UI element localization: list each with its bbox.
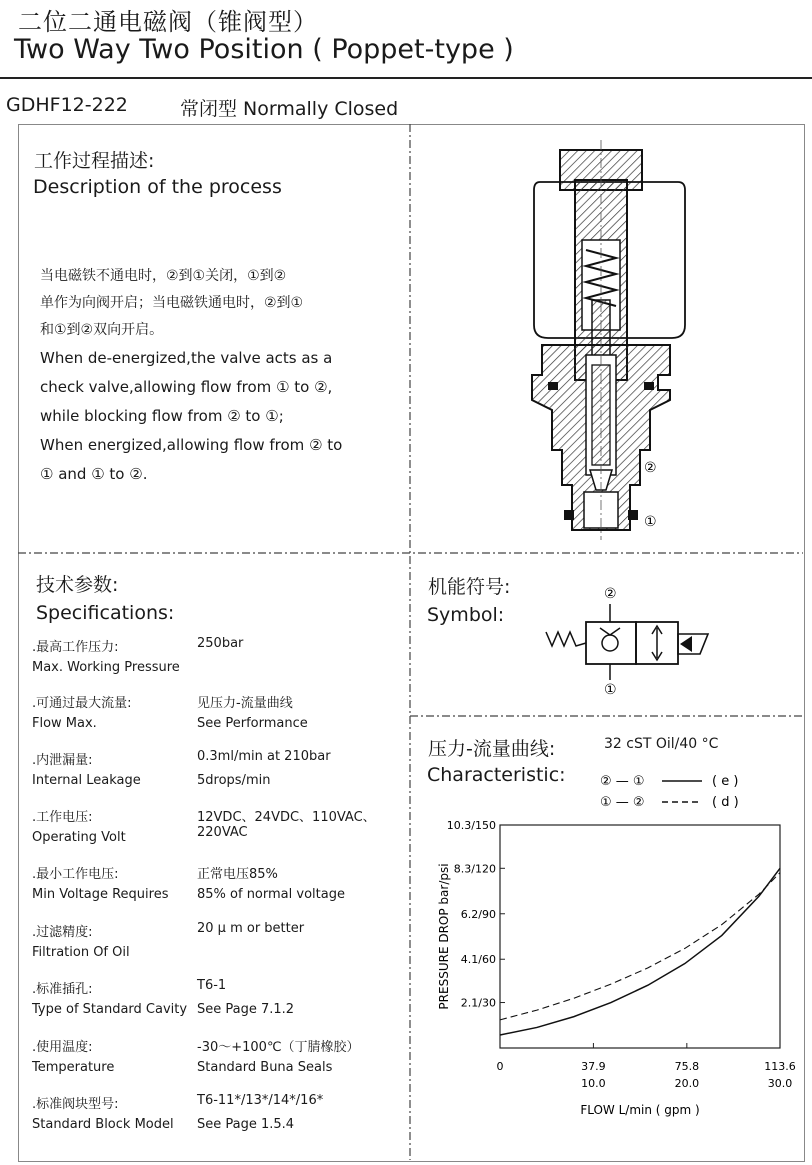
x-tick-label-lpm: 75.8 — [674, 1060, 700, 1073]
symbol-heading-cn: 机能符号: — [428, 576, 511, 598]
spec-value-secondary: See Page 7.1.2 — [197, 1002, 295, 1017]
characteristic-heading-cn: 压力-流量曲线: — [428, 738, 556, 760]
characteristic-heading-en: Characteristic: — [427, 764, 566, 786]
spec-label-cn: .可通过最大流量: — [32, 696, 132, 711]
port-1-label: ① — [644, 514, 657, 530]
legend-e-text: ② — ① — [600, 774, 645, 789]
description-line-en: while blocking flow from ② to ①; — [40, 407, 284, 425]
valve-cross-section — [520, 140, 700, 550]
spec-label-en: Internal Leakage — [32, 773, 141, 788]
x-axis-label: FLOW L/min ( gpm ) — [580, 1103, 700, 1117]
spec-label-en: Filtration Of Oil — [32, 945, 130, 960]
description-line-en: When energized,allowing flow from ② to — [40, 436, 343, 454]
spec-label-en: Flow Max. — [32, 716, 97, 731]
spec-value-secondary: 5drops/min — [197, 773, 271, 788]
hydraulic-symbol — [540, 580, 730, 700]
spec-label-cn: .过滤精度: — [32, 925, 93, 940]
specifications-heading-cn: 技术参数: — [36, 574, 119, 596]
description-heading-cn: 工作过程描述: — [34, 150, 155, 172]
symbol-heading-en: Symbol: — [427, 604, 505, 626]
spec-label-cn: .最高工作压力: — [32, 640, 119, 655]
description-line-cn: 和①到②双向开启。 — [40, 322, 164, 338]
y-tick-label: 4.1/60 — [460, 953, 496, 967]
plot-area — [500, 825, 780, 1048]
description-heading-en: Description of the process — [33, 176, 282, 198]
x-tick-label-lpm: 37.9 — [581, 1060, 606, 1073]
spec-label-cn: .标准阀块型号: — [32, 1097, 119, 1112]
spec-value: 见压力-流量曲线 — [197, 696, 293, 711]
spec-value: T6-11*/13*/14*/16* — [197, 1093, 324, 1108]
spec-value-secondary: See Page 1.5.4 — [197, 1117, 295, 1132]
spec-label-cn: .使用温度: — [32, 1040, 93, 1055]
pressure-flow-chart — [430, 815, 800, 1120]
spec-label-en: Operating Volt — [32, 830, 126, 845]
legend-d-text: ① — ② — [600, 795, 645, 810]
y-tick-label: 8.3/120 — [453, 862, 496, 876]
symbol-port-2: ② — [604, 586, 617, 602]
spec-label-cn: .工作电压: — [32, 810, 93, 825]
spec-label-en: Type of Standard Cavity — [32, 1002, 188, 1017]
y-tick-label: 6.2/90 — [460, 907, 496, 921]
description-line-en: ① and ① to ②. — [40, 465, 148, 483]
y-tick-label: 2.1/30 — [460, 996, 496, 1010]
spec-value-secondary: 85% of normal voltage — [197, 887, 345, 902]
spec-label-cn: .内泄漏量: — [32, 753, 93, 768]
chart-legend — [598, 770, 768, 814]
y-axis-label: PRESSURE DROP bar/psi — [437, 863, 451, 1010]
spec-value: 12VDC、24VDC、110VAC、220VAC — [197, 810, 376, 840]
x-tick-label-gpm: 20.0 — [674, 1077, 700, 1090]
spec-value-secondary: See Performance — [197, 716, 308, 731]
title-en: Two Way Two Position ( Poppet-type ) — [14, 34, 514, 65]
description-line-cn: 当电磁铁不通电时，②到①关闭，①到② — [40, 268, 287, 284]
title-cn: 二位二通电磁阀（锥阀型） — [18, 8, 318, 36]
x-tick-label-gpm: 10.0 — [581, 1077, 606, 1090]
legend-e-code: ( e ) — [712, 774, 739, 789]
description-line-en: check valve,allowing flow from ① to ②, — [40, 378, 333, 396]
x-tick-label-lpm: 113.6 — [764, 1060, 796, 1073]
spec-value: 0.3ml/min at 210bar — [197, 749, 331, 764]
legend-d-code: ( d ) — [712, 795, 739, 810]
valve-subtype: 常闭型 Normally Closed — [180, 98, 399, 120]
spec-label-en: Min Voltage Requires — [32, 887, 169, 902]
spec-label-en: Standard Block Model — [32, 1117, 174, 1132]
spec-label-cn: .最小工作电压: — [32, 867, 119, 882]
spec-label-en: Temperature — [32, 1060, 115, 1075]
spec-label-en: Max. Working Pressure — [32, 660, 180, 675]
spec-value: -30～+100℃（丁腈橡胶） — [197, 1040, 360, 1055]
series-line-e — [500, 868, 780, 1035]
spec-value: T6-1 — [197, 978, 227, 993]
model-number: GDHF12-222 — [6, 94, 128, 116]
port-2-label: ② — [644, 460, 657, 476]
symbol-port-1: ① — [604, 682, 617, 698]
y-tick-label: 10.3/150 — [446, 819, 496, 832]
series-line-d — [500, 873, 780, 1020]
spec-value: 250bar — [197, 636, 244, 651]
spec-label-cn: .标准插孔: — [32, 982, 93, 997]
origin-label: 0 — [496, 1060, 504, 1073]
spec-value-secondary: Standard Buna Seals — [197, 1060, 333, 1075]
description-line-en: When de-energized,the valve acts as a — [40, 349, 333, 367]
x-tick-label-gpm: 30.0 — [767, 1077, 793, 1090]
spec-value: 正常电压85% — [197, 867, 278, 882]
fluid-condition: 32 cST Oil/40 °C — [604, 736, 719, 752]
specifications-heading-en: Specifications: — [36, 602, 175, 624]
spec-value: 20 μ m or better — [197, 921, 305, 936]
description-line-cn: 单作为向阀开启；当电磁铁通电时，②到① — [40, 295, 304, 311]
